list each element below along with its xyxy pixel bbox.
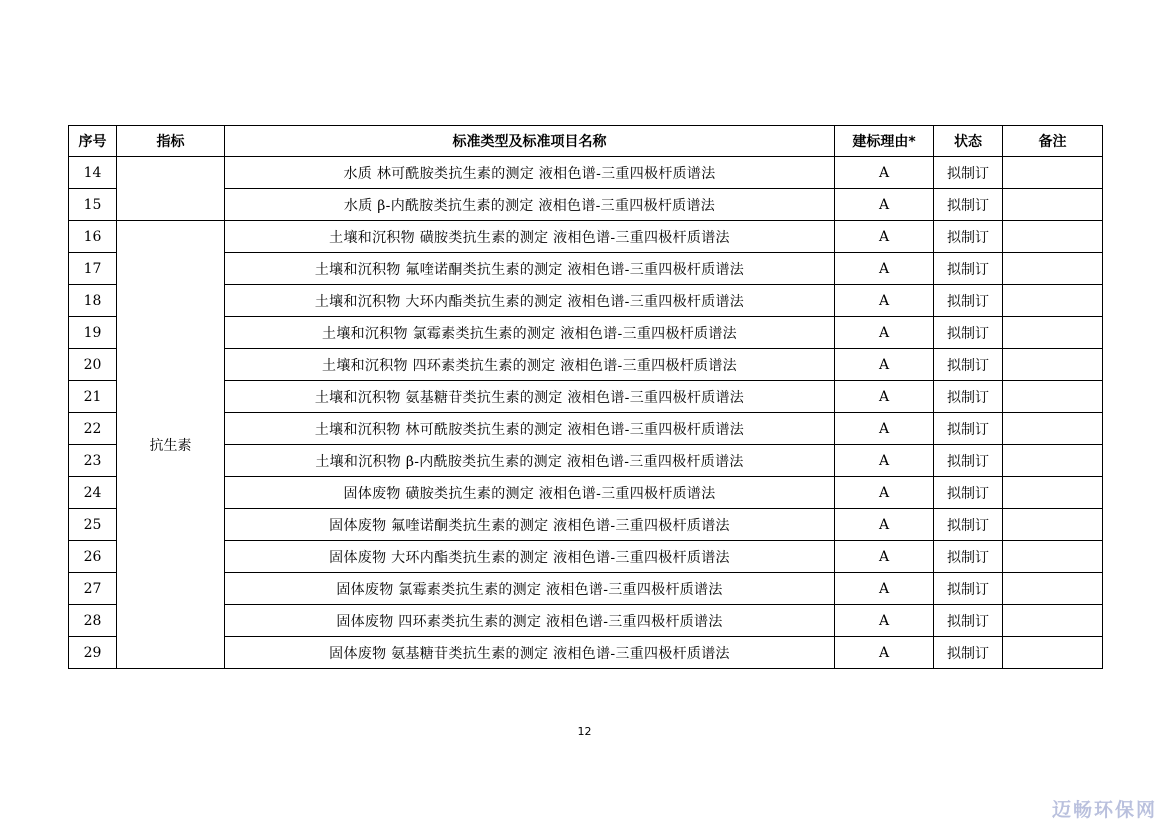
cell-no: 28 <box>69 605 117 637</box>
cell-no: 19 <box>69 317 117 349</box>
table-row <box>69 445 1103 477</box>
cell-no: 26 <box>69 541 117 573</box>
cell-name: 土壤和沉积物 四环素类抗生素的测定 液相色谱-三重四极杆质谱法 <box>225 349 835 381</box>
cell-reason: A <box>835 509 934 541</box>
cell-remark <box>1003 253 1103 285</box>
cell-status: 拟制订 <box>934 189 1003 221</box>
cell-name: 固体废物 四环素类抗生素的测定 液相色谱-三重四极杆质谱法 <box>225 605 835 637</box>
cell-status: 拟制订 <box>934 381 1003 413</box>
cell-reason: A <box>835 253 934 285</box>
table-row <box>69 509 1103 541</box>
header-name: 标准类型及标准项目名称 <box>225 126 835 157</box>
cell-reason: A <box>835 317 934 349</box>
cell-name: 水质 β-内酰胺类抗生素的测定 液相色谱-三重四极杆质谱法 <box>225 189 835 221</box>
table-row <box>69 189 1103 221</box>
cell-reason: A <box>835 573 934 605</box>
table-row <box>69 253 1103 285</box>
cell-reason: A <box>835 381 934 413</box>
cell-no: 22 <box>69 413 117 445</box>
cell-remark <box>1003 221 1103 253</box>
cell-status: 拟制订 <box>934 349 1003 381</box>
cell-no: 17 <box>69 253 117 285</box>
cell-status: 拟制订 <box>934 253 1003 285</box>
cell-status: 拟制订 <box>934 573 1003 605</box>
cell-no: 29 <box>69 637 117 669</box>
cell-name: 固体废物 氟喹诺酮类抗生素的测定 液相色谱-三重四极杆质谱法 <box>225 509 835 541</box>
cell-status: 拟制订 <box>934 445 1003 477</box>
cell-status: 拟制订 <box>934 317 1003 349</box>
header-indicator: 指标 <box>117 126 225 157</box>
cell-remark <box>1003 317 1103 349</box>
header-no: 序号 <box>69 126 117 157</box>
cell-reason: A <box>835 157 934 189</box>
cell-name: 土壤和沉积物 β-内酰胺类抗生素的测定 液相色谱-三重四极杆质谱法 <box>225 445 835 477</box>
cell-no: 24 <box>69 477 117 509</box>
watermark-logo: 迈畅环保网 <box>1051 799 1157 821</box>
cell-remark <box>1003 605 1103 637</box>
cell-remark <box>1003 541 1103 573</box>
cell-name: 土壤和沉积物 氟喹诺酮类抗生素的测定 液相色谱-三重四极杆质谱法 <box>225 253 835 285</box>
cell-reason: A <box>835 445 934 477</box>
cell-name: 水质 林可酰胺类抗生素的测定 液相色谱-三重四极杆质谱法 <box>225 157 835 189</box>
cell-reason: A <box>835 637 934 669</box>
table-row <box>69 477 1103 509</box>
header-status: 状态 <box>934 126 1003 157</box>
cell-remark <box>1003 349 1103 381</box>
cell-remark <box>1003 573 1103 605</box>
table-row <box>69 637 1103 669</box>
table-header-row <box>69 126 1103 157</box>
page-number: 12 <box>577 725 592 738</box>
cell-no: 21 <box>69 381 117 413</box>
cell-indicator-empty <box>117 157 225 221</box>
cell-remark <box>1003 285 1103 317</box>
cell-no: 14 <box>69 157 117 189</box>
cell-name: 固体废物 氯霉素类抗生素的测定 液相色谱-三重四极杆质谱法 <box>225 573 835 605</box>
cell-reason: A <box>835 221 934 253</box>
cell-status: 拟制订 <box>934 157 1003 189</box>
cell-no: 25 <box>69 509 117 541</box>
cell-reason: A <box>835 413 934 445</box>
cell-name: 土壤和沉积物 氨基糖苷类抗生素的测定 液相色谱-三重四极杆质谱法 <box>225 381 835 413</box>
cell-status: 拟制订 <box>934 605 1003 637</box>
cell-reason: A <box>835 189 934 221</box>
cell-name: 固体废物 磺胺类抗生素的测定 液相色谱-三重四极杆质谱法 <box>225 477 835 509</box>
cell-remark <box>1003 381 1103 413</box>
cell-status: 拟制订 <box>934 637 1003 669</box>
cell-remark <box>1003 637 1103 669</box>
cell-no: 20 <box>69 349 117 381</box>
cell-status: 拟制订 <box>934 541 1003 573</box>
table-row <box>69 605 1103 637</box>
table-row <box>69 221 1103 253</box>
cell-remark <box>1003 413 1103 445</box>
cell-no: 23 <box>69 445 117 477</box>
table-row <box>69 157 1103 189</box>
cell-name: 土壤和沉积物 林可酰胺类抗生素的测定 液相色谱-三重四极杆质谱法 <box>225 413 835 445</box>
cell-reason: A <box>835 349 934 381</box>
header-reason: 建标理由* <box>835 126 934 157</box>
cell-no: 15 <box>69 189 117 221</box>
cell-status: 拟制订 <box>934 413 1003 445</box>
standards-table <box>68 125 1103 669</box>
cell-no: 18 <box>69 285 117 317</box>
cell-remark <box>1003 477 1103 509</box>
cell-name: 固体废物 氨基糖苷类抗生素的测定 液相色谱-三重四极杆质谱法 <box>225 637 835 669</box>
cell-name: 土壤和沉积物 磺胺类抗生素的测定 液相色谱-三重四极杆质谱法 <box>225 221 835 253</box>
cell-no: 27 <box>69 573 117 605</box>
cell-remark <box>1003 189 1103 221</box>
cell-status: 拟制订 <box>934 221 1003 253</box>
table-row <box>69 573 1103 605</box>
cell-name: 土壤和沉积物 大环内酯类抗生素的测定 液相色谱-三重四极杆质谱法 <box>225 285 835 317</box>
cell-remark <box>1003 445 1103 477</box>
cell-reason: A <box>835 477 934 509</box>
cell-reason: A <box>835 285 934 317</box>
cell-status: 拟制订 <box>934 509 1003 541</box>
table-row <box>69 317 1103 349</box>
cell-name: 土壤和沉积物 氯霉素类抗生素的测定 液相色谱-三重四极杆质谱法 <box>225 317 835 349</box>
cell-no: 16 <box>69 221 117 253</box>
cell-remark <box>1003 157 1103 189</box>
table-row <box>69 381 1103 413</box>
table-row <box>69 285 1103 317</box>
cell-remark <box>1003 509 1103 541</box>
table-row <box>69 541 1103 573</box>
cell-reason: A <box>835 605 934 637</box>
cell-status: 拟制订 <box>934 477 1003 509</box>
cell-status: 拟制订 <box>934 285 1003 317</box>
cell-indicator-group: 抗生素 <box>117 221 225 669</box>
cell-name: 固体废物 大环内酯类抗生素的测定 液相色谱-三重四极杆质谱法 <box>225 541 835 573</box>
table-row <box>69 413 1103 445</box>
table-row <box>69 349 1103 381</box>
cell-reason: A <box>835 541 934 573</box>
header-remark: 备注 <box>1003 126 1103 157</box>
